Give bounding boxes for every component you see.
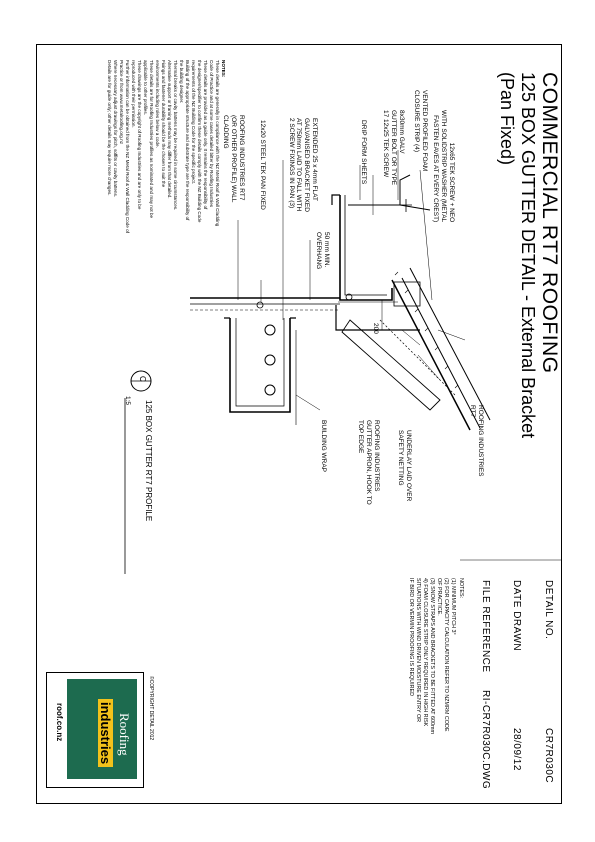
notes-right-line: IF BIRD OR VERMIN PROOFING IS REQUIRED (408, 578, 414, 697)
section-scale: 1:5 (124, 396, 131, 406)
detail-no-value: CR7R030C (543, 728, 554, 784)
section-caption: 125 BOX GUTTER RT7 PROFILE (144, 400, 153, 522)
date-label: DATE DRAWN (511, 580, 522, 652)
callout-underlay: UNDERLAY LAID OVER SAFETY NETTING (397, 430, 412, 502)
callout-closure: VENTED PROFILED FOAM CLOSURE STRIP (4) (413, 90, 428, 172)
notes-left-line: Where necessary adjust drawings for pitch, soffits or cavity battens. (113, 60, 118, 198)
callout-fixing: 12x65 TEK SCREW + NEO WITH SOLIDSTRIP WASHER (METAL FASTEN EAVES AT EVERY CREST) (432, 110, 455, 223)
notes-right-line: 4) FOAM CLOSURE STRIP ONLY REQUIRED IN HIGH RISK (422, 578, 428, 727)
notes-right-line: (2) FOR CAPACITY CALCULATION REFER TO NZMRM CODE (443, 578, 449, 732)
notes-right-heading: NOTES: (458, 578, 464, 599)
title-line-3: (Pan Fixed) (497, 72, 517, 166)
notes-left-line: Practice or from www.metalroofing.org.nz (119, 60, 124, 144)
notes-left-line: Details are for guide only; other details may require more changes. (107, 60, 112, 196)
notes-left-line: Code of Practice and at some cases detailed bitter by Roofing Industries (209, 60, 214, 208)
notes-right-line: OF PRACTICE. (436, 578, 442, 616)
callout-drip: DRIP FORM SHEETS (360, 120, 367, 185)
notes-right-line: SITUATIONS WITH WIND DRIVEN MOISTURE ENTRY OR (415, 578, 421, 723)
notes-left-line: These details are provided as a guide only. It remains the responsibility of (203, 60, 208, 210)
callout-purlin: 12x20 STEEL TEK PAN FIXED (259, 120, 266, 210)
callout-overhang: 50 mm MIN. OVERHANG (315, 232, 330, 270)
notes-left-line: reproduced with their permission. (131, 60, 136, 128)
logo-url: roof.co.nz (55, 703, 64, 742)
notes-left-line: Thermal breaks or cavity battens may be required in some circumstances. (173, 60, 178, 211)
notes-left-line: Fixings and fastener durability should be the chosen to suit the (161, 60, 166, 188)
detail-no-label: DETAIL NO. (543, 580, 554, 640)
logo-word-industries: industries (98, 699, 113, 767)
dimension-200: 200 (372, 323, 379, 334)
notes-left-line: the designer/specifier to confirm these details comply with the NZ Building Code (197, 60, 202, 223)
notes-left-line: Building of the appropriate structure and substrate type are the responsibility of (185, 60, 190, 221)
notes-left-line: applicable to other profiles. (143, 60, 148, 115)
callout-cladding: ROOFING INDUSTRIES RT7 (OR OTHER PROFILE) WALL CLADDING (222, 115, 245, 203)
notes-left-line: Further information can be obtained from the NZ Metal Roof & Wall Cladding Code of (125, 60, 130, 233)
notes-left-line: requirements of the NZ Building Code for the specific project. (191, 60, 196, 185)
notes-left-line: environments including roles below a code. (155, 60, 160, 148)
notes-left-heading: NOTES: (221, 60, 226, 78)
callout-apron: ROOFING INDUSTRIES GUTTER APRON, HOOK TO TOP EDGE (357, 420, 380, 505)
notes-left-line: Alternative support or framing methods may differ from that detailed. (167, 60, 172, 199)
copyright: ©COPYRIGHT DETAIL 2012 (148, 676, 154, 741)
notes-right-line: (3) SNOW STRAPS AND BRACKETS TO BE FITTED AT 600mm (429, 578, 435, 734)
callout-rt7: ROOFING INDUSTRIES RT7 (469, 405, 484, 477)
title-line-2: 125 BOX GUTTER DETAIL - External Bracket (518, 72, 538, 439)
notes-left-line: These drawings are the copyright of Roofing Industries and are only to be (137, 60, 142, 210)
notes-left-line: the building designer. (179, 60, 184, 104)
title-line-1: COMMERCIAL RT7 ROOFING (538, 72, 561, 374)
file-label: FILE REFERENCE (480, 580, 491, 673)
callout-bracket: EXTENDED 25 x 4mm FLAT GALVANISED BRACKET FIXED AT 750mm LAID TO FALL WITH 2 SCREW FIXINGS IN PAN (3) (287, 118, 318, 212)
callout-wrap: BUILDING WRAP (320, 420, 327, 473)
callout-bolt: 8x30mm GALV GUTTER BOLT OR TYPE 17 12x25 TEK SCREW (382, 110, 405, 186)
logo (46, 672, 144, 788)
date-value: 28/09/12 (511, 728, 522, 771)
notes-left-line: These details are for Roofing Industries profiles as nominated and may not be (149, 60, 154, 219)
section-letter: C (138, 376, 147, 382)
logo-word-roofing: Roofing (117, 713, 132, 756)
notes-left-line: These details are generally in compliance with the NZ Metal Roof & Wall Cladding (215, 60, 220, 227)
notes-right-line: (1) MINIMUM PITCH 3° (450, 578, 456, 635)
file-value: RI-CR7R030C.DWG (480, 690, 491, 790)
